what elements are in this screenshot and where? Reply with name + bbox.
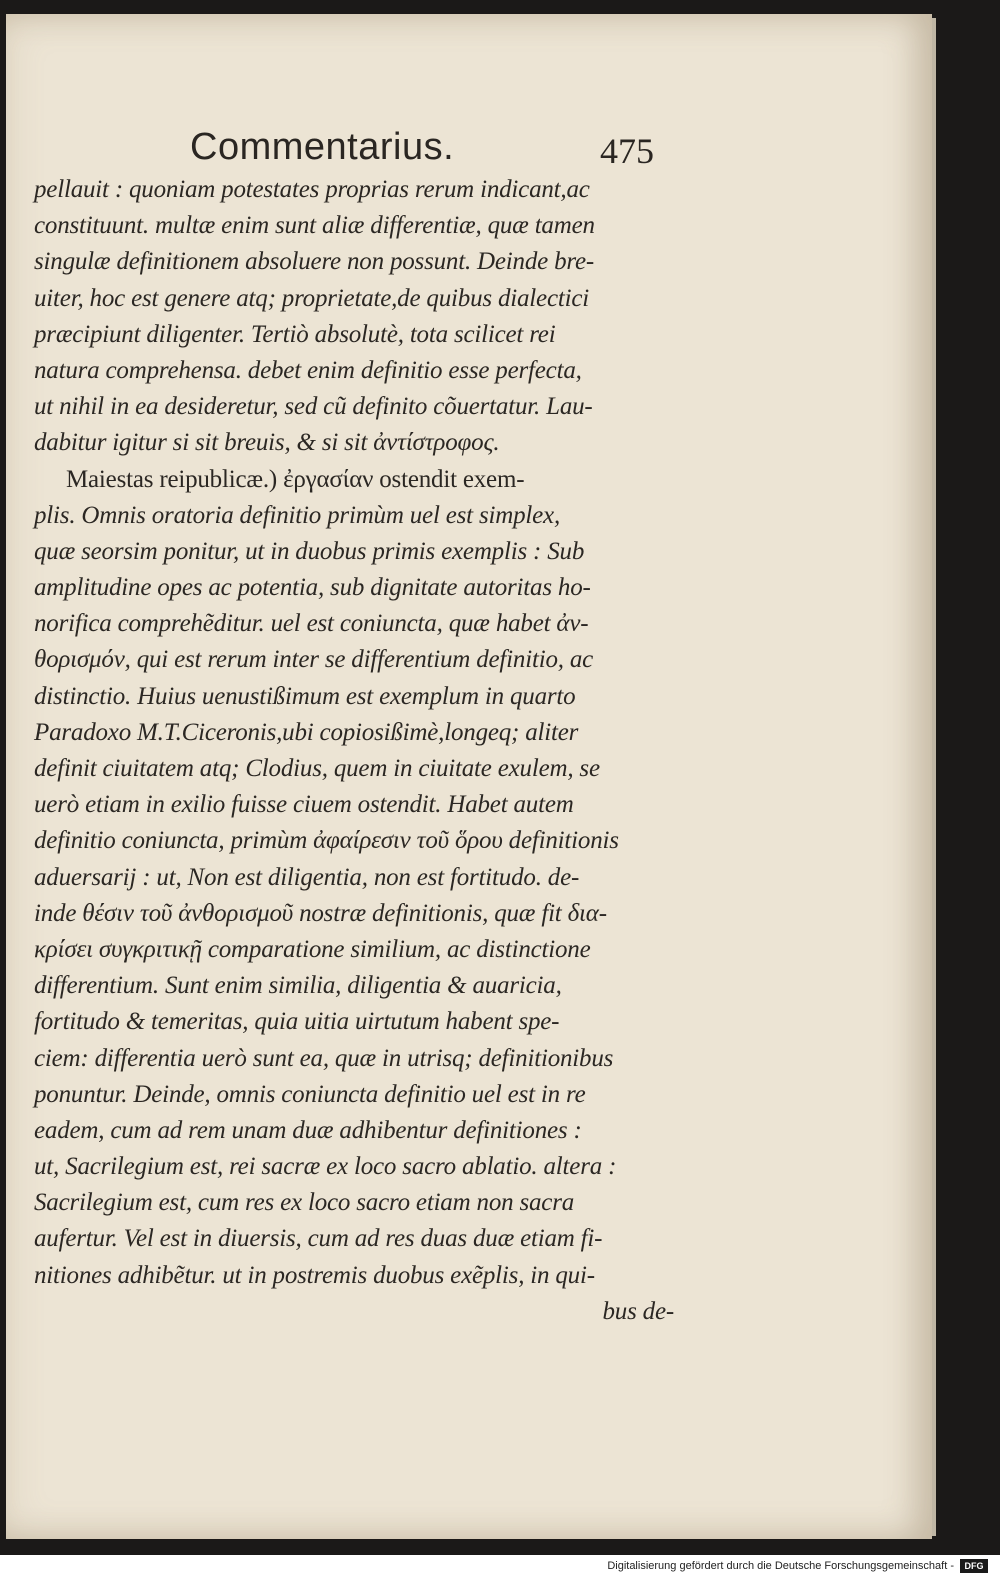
text-line: ponuntur. Deinde, omnis coniuncta definitio uel est in re (34, 1080, 586, 1108)
text-line: differentium. Sunt enim similia, diligentia & auaricia, (34, 972, 562, 1000)
text-line: κρίσει συγκριτικῇ comparatione similium, ac distinctione (34, 935, 591, 963)
digitization-footer (0, 1555, 1000, 1581)
page-header (190, 126, 670, 176)
text-line: ciem: differentia uerò sunt ea, quæ in utrisq; definitionibus (34, 1044, 614, 1072)
text-line: θορισμόν, qui est rerum inter se differentium definitio, ac (34, 646, 594, 674)
text-line: ut, Sacrilegium est, rei sacræ ex loco sacro ablatio. altera : (34, 1153, 617, 1181)
catchword: bus de- (602, 1297, 674, 1325)
text-line: inde θέσιν τοῦ ἀνθορισμοῦ nostræ definitionis, quæ fit δια- (34, 899, 607, 927)
text-line: præcipiunt diligenter. Tertiò absolutè, tota scilicet rei (34, 320, 556, 348)
text-line: nitiones adhibẽtur. ut in postremis duobus exẽplis, in qui- (34, 1261, 595, 1289)
text-line: eadem, cum ad rem unam duæ adhibentur definitiones : (34, 1116, 582, 1144)
text-line: definit ciuitatem atq; Clodius, quem in ciuitate exulem, se (34, 755, 600, 782)
text-line: norifica comprehẽditur. uel est coniuncta, quæ habet ἀν- (34, 610, 589, 638)
running-head: Commentarius. (190, 126, 455, 168)
text-line: aufertur. Vel est in diuersis, cum ad res duas duæ etiam fi- (34, 1225, 603, 1253)
text-line: singulæ definitionem absoluere non possunt. Deinde bre- (34, 248, 595, 276)
text-line: quæ seorsim ponitur, ut in duobus primis exemplis : Sub (34, 537, 585, 565)
body-text (34, 172, 674, 1330)
dfg-logo: DFG (960, 1559, 988, 1573)
text-line: natura comprehensa. debet enim definitio esse perfecta, (34, 356, 582, 384)
text-line: uiter, hoc est genere atq; proprietate,de quibus dialectici (34, 284, 589, 312)
text-line: amplitudine opes ac potentia, sub dignitate autoritas ho- (34, 574, 591, 602)
text-line: Paradoxo M.T.Ciceronis,ubi copiosißimè,longeq; aliter (34, 718, 579, 746)
page-number: 475 (600, 131, 654, 171)
text-line: fortitudo & temeritas, quia uitia uirtutum habent spe- (34, 1008, 560, 1036)
text-line: definitio coniuncta, primùm ἀφαίρεσιν τοῦ ὅρου definitionis (34, 827, 619, 855)
text-line: dabitur igitur si sit breuis, & si sit ἀντίστροφος. (34, 429, 500, 457)
text-line: uerò etiam in exilio fuisse ciuem ostendit. Habet autem (34, 791, 574, 819)
text-line-section-start: Maiestas reipublicæ.) ἐργασίαν ostendit exem- (66, 465, 525, 493)
text-line: pellauit : quoniam potestates proprias rerum indicant,ac (34, 176, 590, 203)
text-line: distinctio. Huius uenustißimum est exemplum in quarto (34, 682, 576, 710)
text-line: aduersarij : ut, Non est diligentia, non est fortitudo. de- (34, 863, 580, 891)
text-line: Sacrilegium est, cum res ex loco sacro etiam non sacra (34, 1189, 575, 1217)
text-line: plis. Omnis oratoria definitio primùm uel est simplex, (34, 501, 560, 529)
text-line: constituunt. multæ enim sunt aliæ differentiæ, quæ tamen (34, 212, 595, 240)
text-line: ut nihil in ea desideretur, sed cũ definito cõuertatur. Lau- (34, 393, 593, 421)
footer-credit: Digitalisierung gefördert durch die Deutsche Forschungsgemeinschaft - (607, 1560, 954, 1572)
